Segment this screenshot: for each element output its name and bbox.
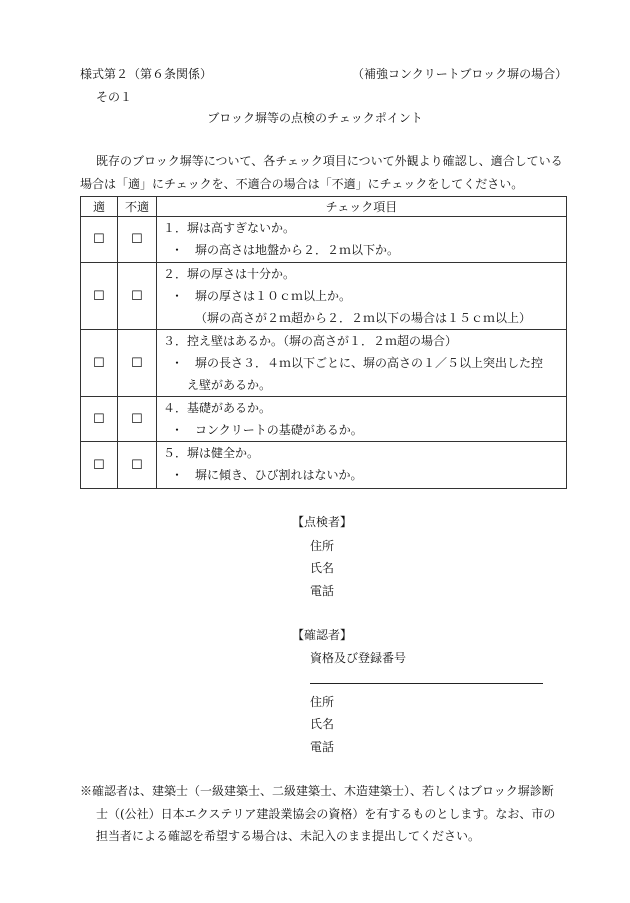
- confirmer-qualification-label: 資格及び登録番号: [310, 651, 407, 665]
- confirmer-address-label: 住所: [310, 695, 335, 709]
- checkbox-ng-1[interactable]: ☐: [118, 217, 157, 263]
- header-ok: 適: [81, 197, 118, 217]
- header-check-item: チェック項目: [157, 197, 567, 217]
- check-item-4: [157, 397, 567, 442]
- checkbox-ok-1[interactable]: ☐: [81, 217, 118, 263]
- confirmer-phone-label: 電話: [310, 740, 335, 754]
- form-number-label: 様式第２（第６条関係）: [80, 67, 213, 81]
- document-title: ブロック塀等の点検のチェックポイント: [207, 111, 423, 125]
- footnote-line-3: 担当者による確認を希望する場合は、未記入のまま提出してください。: [96, 829, 481, 843]
- header-ng: 不適: [118, 197, 157, 217]
- checklist-row-1: [81, 217, 567, 263]
- check-item-detail: ・ コンクリートの基礎があるか。: [171, 423, 363, 437]
- inspector-phone-label: 電話: [310, 584, 335, 598]
- check-item-3: [157, 330, 567, 397]
- checklist-row-5: [81, 442, 567, 489]
- intro-text-line-1: 既存のブロック塀等について、各チェック項目について外観より確認し、適合している: [96, 154, 563, 168]
- confirmer-heading: 【確認者】: [292, 628, 353, 642]
- checkbox-ok-5[interactable]: ☐: [81, 442, 118, 489]
- confirmer-name-label: 氏名: [310, 717, 335, 731]
- checkbox-ng-3[interactable]: ☐: [118, 330, 157, 397]
- checkbox-ng-5[interactable]: ☐: [118, 442, 157, 489]
- check-item-detail: ・ 塀の長さ３．４ｍ以下ごとに、塀の高さの１／５以上突出した控: [171, 356, 544, 370]
- checkbox-ok-3[interactable]: ☐: [81, 330, 118, 397]
- check-item-title: ３．控え壁はあるか。（塀の高さが１．２ｍ超の場合）: [163, 334, 458, 348]
- checkbox-ng-4[interactable]: ☐: [118, 397, 157, 442]
- check-item-detail: ・ 塀の厚さは１０ｃｍ以上か。: [171, 289, 352, 303]
- footnote-line-1: ※確認者は、建築士（一級建築士、二級建築士、木造建築士）、若しくはブロック塀診断: [80, 784, 554, 798]
- inspector-address-label: 住所: [310, 539, 335, 553]
- checkbox-ok-4[interactable]: ☐: [81, 397, 118, 442]
- check-item-note: （塀の高さが２ｍ超から２．２ｍ以下の場合は１５ｃｍ以上）: [195, 311, 532, 325]
- checklist-row-4: [81, 397, 567, 442]
- checklist-row-2: [81, 263, 567, 330]
- sub-number-label: その１: [96, 90, 133, 104]
- intro-text-line-2: 場合は「適」にチェックを、不適合の場合は「不適」にチェックをしてください。: [80, 177, 524, 191]
- check-item-detail: ・ 塀に傾き、ひび割れはないか。: [171, 468, 363, 482]
- wall-type-label: （補強コンクリートブロック塀の場合）: [352, 67, 568, 81]
- checklist-header-row: [81, 197, 567, 217]
- check-item-title: ５．塀は健全か。: [163, 446, 260, 460]
- check-item-detail-continued: え壁があるか。: [187, 378, 272, 392]
- check-item-5: [157, 442, 567, 489]
- check-item-title: １．塀は高すぎないか。: [163, 221, 296, 235]
- inspector-name-label: 氏名: [310, 561, 335, 575]
- checkbox-ng-2[interactable]: ☐: [118, 263, 157, 330]
- check-item-2: [157, 263, 567, 330]
- checklist-row-3: [81, 330, 567, 397]
- inspector-heading: 【点検者】: [292, 515, 353, 529]
- check-item-detail: ・ 塀の高さは地盤から２．２ｍ以下か。: [171, 243, 400, 257]
- qualification-underline: [310, 683, 543, 684]
- checkbox-ok-2[interactable]: ☐: [81, 263, 118, 330]
- check-item-title: ２．塀の厚さは十分か。: [163, 267, 296, 281]
- footnote-line-2: 士（(公社）日本エクステリア建設業協会の資格）を有するものとします。なお、市の: [96, 807, 556, 821]
- checklist-table: [80, 196, 567, 489]
- check-item-title: ４．基礎があるか。: [163, 401, 272, 415]
- check-item-1: [157, 217, 567, 263]
